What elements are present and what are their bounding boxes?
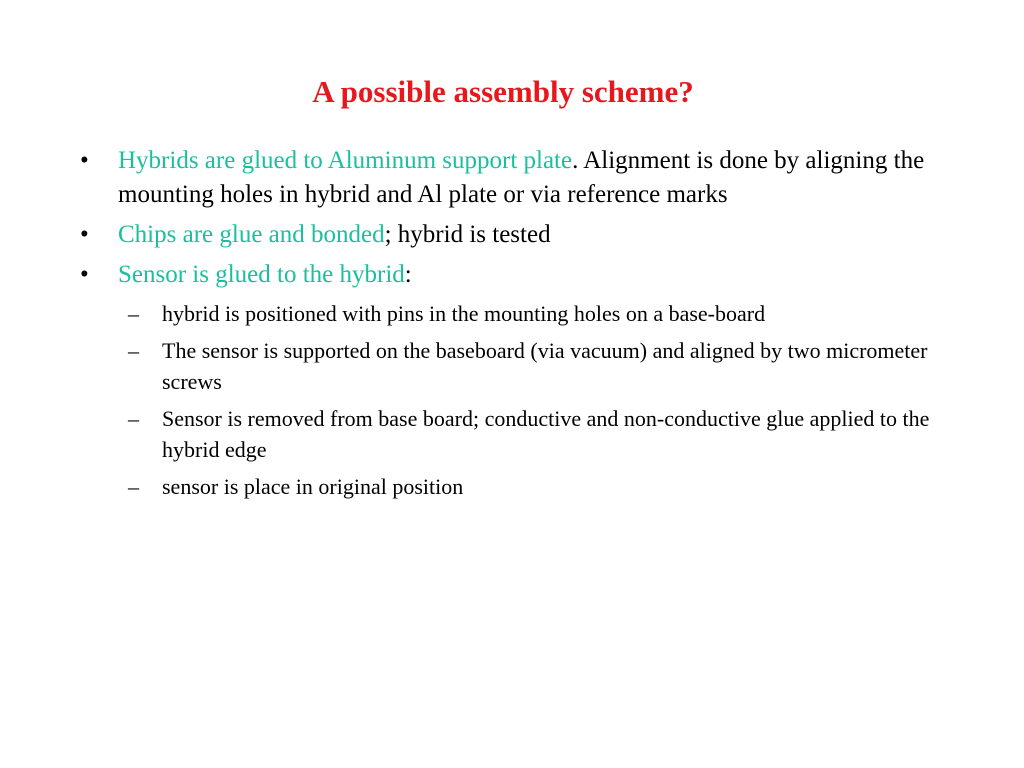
sub-bullet-item [80, 471, 940, 502]
bullet-marker: • [80, 221, 89, 248]
sub-bullet-item [80, 403, 940, 465]
bullet-text: . Alignment is done by aligning the mounting holes in hybrid and Al plate or via reference marks [118, 147, 925, 208]
sub-bullet-text: Sensor is removed from base board; conductive and non-conductive glue applied to the hybrid edge [162, 406, 930, 462]
bullet-highlight: Hybrids are glued to Aluminum support plate [118, 147, 573, 174]
sub-bullet-list [80, 298, 940, 502]
bullet-item [80, 144, 940, 212]
slide-body [80, 144, 940, 508]
bullet-highlight: Sensor is glued to the hybrid [118, 261, 405, 288]
dash-marker: – [128, 474, 139, 499]
bullet-item [80, 218, 940, 252]
sub-bullet-text: sensor is place in original position [162, 474, 464, 499]
dash-marker: – [128, 301, 139, 326]
bullet-item [80, 258, 940, 292]
sub-bullet-item [80, 298, 940, 329]
bullet-highlight: Chips are glue and bonded [118, 221, 385, 248]
bullet-marker: • [80, 261, 89, 288]
bullet-marker: • [80, 147, 89, 174]
bullet-text: : [404, 261, 412, 288]
sub-bullet-text: hybrid is positioned with pins in the mounting holes on a base-board [162, 301, 766, 326]
slide-title: A possible assembly scheme? [312, 74, 694, 109]
bullet-text: ; hybrid is tested [384, 221, 551, 248]
sub-bullet-text: The sensor is supported on the baseboard (via vacuum) and aligned by two micrometer screws [162, 338, 928, 394]
dash-marker: – [128, 338, 139, 363]
sub-bullet-item [80, 335, 940, 397]
dash-marker: – [128, 406, 139, 431]
